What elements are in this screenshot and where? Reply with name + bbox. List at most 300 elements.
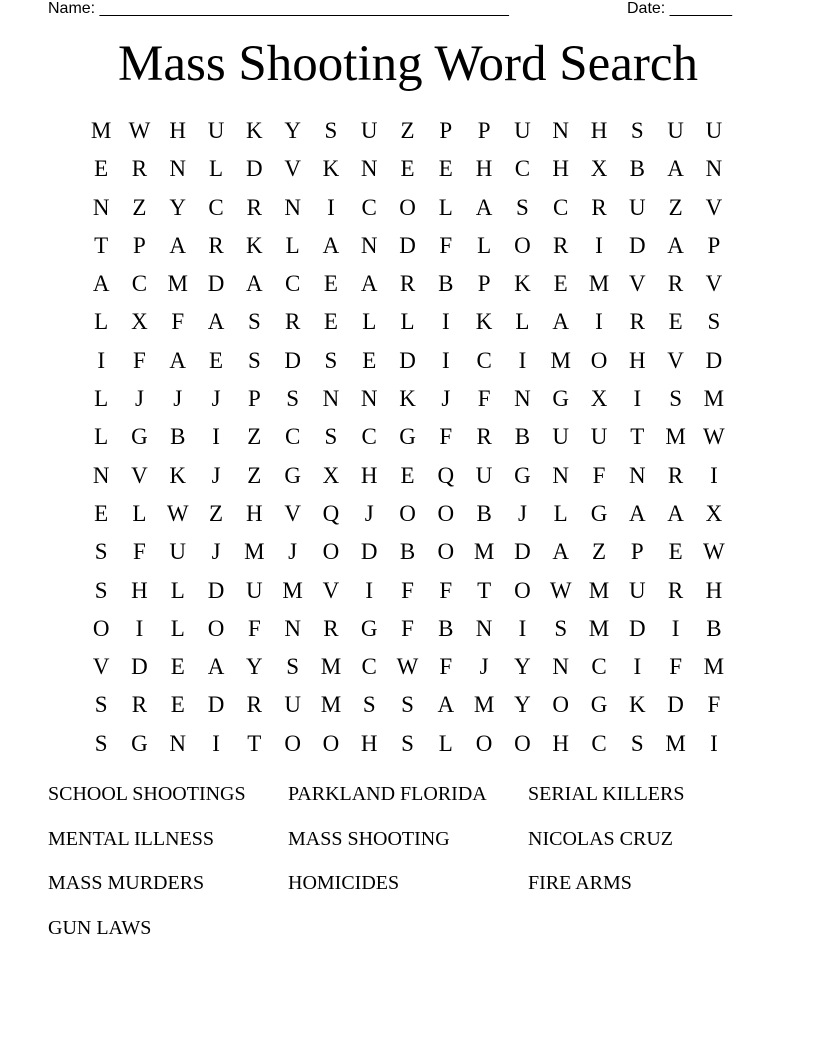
grid-cell[interactable]: O bbox=[475, 730, 493, 756]
grid-cell[interactable]: Y bbox=[169, 194, 187, 220]
grid-cell[interactable]: G bbox=[399, 424, 416, 450]
grid-cell[interactable]: W bbox=[166, 500, 189, 526]
grid-cell[interactable]: I bbox=[710, 462, 718, 488]
grid-cell[interactable]: N bbox=[552, 118, 570, 143]
grid-cell[interactable]: N bbox=[552, 654, 570, 680]
grid-cell[interactable]: I bbox=[518, 615, 527, 641]
grid-row bbox=[82, 572, 733, 610]
grid-cell[interactable]: I bbox=[710, 730, 718, 756]
grid-cell[interactable]: I bbox=[518, 347, 527, 373]
grid-cell[interactable]: L bbox=[170, 615, 185, 641]
grid-cell[interactable]: A bbox=[628, 500, 646, 526]
grid-cell[interactable]: K bbox=[322, 156, 340, 182]
grid-row bbox=[82, 418, 733, 456]
grid-cell[interactable]: F bbox=[133, 539, 146, 565]
grid-cell[interactable]: H bbox=[131, 577, 148, 603]
grid-cell[interactable]: Y bbox=[284, 118, 301, 143]
grid-cell[interactable]: U bbox=[284, 692, 301, 718]
grid-cell[interactable]: X bbox=[590, 156, 608, 182]
grid-cell[interactable]: J bbox=[211, 539, 221, 565]
grid-cell[interactable]: M bbox=[665, 730, 686, 756]
grid-cell[interactable]: F bbox=[247, 615, 261, 641]
grid-cell[interactable]: A bbox=[246, 271, 263, 297]
grid-cell[interactable]: F bbox=[401, 615, 414, 641]
grid-cell[interactable]: H bbox=[552, 156, 570, 182]
grid-cell[interactable]: L bbox=[553, 500, 568, 526]
grid-cell[interactable]: B bbox=[706, 615, 722, 641]
grid-cell[interactable]: A bbox=[360, 271, 378, 297]
grid-cell[interactable]: S bbox=[324, 118, 338, 143]
grid-cell[interactable]: P bbox=[477, 118, 491, 143]
grid-cell[interactable]: U bbox=[667, 118, 684, 143]
grid-cell[interactable]: A bbox=[169, 347, 187, 373]
grid-cell[interactable]: D bbox=[207, 577, 225, 603]
grid-cell[interactable]: C bbox=[514, 156, 531, 182]
grid-cell[interactable]: R bbox=[246, 194, 262, 220]
grid-cell[interactable]: A bbox=[552, 309, 570, 335]
grid-cell[interactable]: E bbox=[362, 347, 377, 373]
grid-cell[interactable]: X bbox=[705, 500, 723, 526]
grid-row bbox=[82, 189, 733, 227]
grid-cell[interactable]: S bbox=[630, 730, 644, 756]
grid-cell[interactable]: I bbox=[671, 615, 680, 641]
grid-cell[interactable]: J bbox=[479, 654, 489, 680]
grid-cell[interactable]: D bbox=[131, 654, 148, 680]
grid-cell[interactable]: F bbox=[439, 577, 453, 603]
grid-cell[interactable]: P bbox=[707, 232, 721, 258]
grid-cell[interactable]: R bbox=[553, 232, 569, 258]
grid-cell[interactable]: K bbox=[246, 232, 263, 258]
grid-cell[interactable]: R bbox=[131, 692, 148, 718]
grid-cell[interactable]: F bbox=[439, 232, 453, 258]
grid-cell[interactable]: V bbox=[322, 577, 340, 603]
grid-cell[interactable]: I bbox=[441, 309, 450, 335]
grid-cell[interactable]: C bbox=[591, 730, 607, 756]
grid-cell[interactable]: O bbox=[514, 577, 531, 603]
grid-cell[interactable]: I bbox=[97, 347, 105, 373]
grid-cell[interactable]: A bbox=[92, 271, 110, 297]
grid-cell[interactable]: B bbox=[476, 500, 492, 526]
grid-cell[interactable]: A bbox=[475, 194, 493, 220]
grid-cell[interactable]: G bbox=[360, 615, 378, 641]
grid-cell[interactable]: O bbox=[284, 730, 301, 756]
grid-cell[interactable]: R bbox=[208, 232, 224, 258]
grid-cell[interactable]: V bbox=[131, 462, 148, 488]
grid-cell[interactable]: T bbox=[94, 232, 109, 258]
grid-cell[interactable]: S bbox=[630, 118, 644, 143]
grid-cell[interactable]: N bbox=[360, 386, 378, 412]
grid-cell[interactable]: K bbox=[514, 271, 531, 297]
grid-cell[interactable]: O bbox=[437, 539, 455, 565]
grid-cell[interactable]: E bbox=[94, 500, 109, 526]
word-list-item: MASS MURDERS bbox=[48, 872, 205, 895]
grid-cell[interactable]: U bbox=[246, 577, 263, 603]
date-field-label: Date: _______ bbox=[627, 0, 732, 17]
grid-cell[interactable]: E bbox=[170, 692, 185, 718]
grid-cell[interactable]: F bbox=[439, 424, 453, 450]
grid-cell[interactable]: P bbox=[630, 539, 644, 565]
grid-cell[interactable]: E bbox=[553, 271, 568, 297]
grid-cell[interactable]: K bbox=[246, 118, 263, 143]
grid-cell[interactable]: E bbox=[668, 539, 683, 565]
grid-cell[interactable]: L bbox=[94, 386, 109, 412]
grid-cell[interactable]: G bbox=[590, 500, 608, 526]
grid-cell[interactable]: N bbox=[92, 462, 110, 488]
grid-cell[interactable]: E bbox=[323, 309, 338, 335]
grid-cell[interactable]: J bbox=[364, 500, 374, 526]
grid-cell[interactable]: H bbox=[360, 462, 378, 488]
grid-cell[interactable]: Q bbox=[322, 500, 340, 526]
grid-cell[interactable]: G bbox=[590, 692, 608, 718]
grid-cell[interactable]: H bbox=[705, 577, 723, 603]
grid-cell[interactable]: A bbox=[437, 692, 455, 718]
grid-cell[interactable]: N bbox=[360, 232, 378, 258]
grid-cell[interactable]: A bbox=[667, 156, 684, 182]
word-list-item: MASS SHOOTING bbox=[288, 827, 450, 850]
grid-cell[interactable]: V bbox=[628, 271, 646, 297]
grid-cell[interactable]: T bbox=[477, 577, 492, 603]
grid-cell[interactable]: M bbox=[588, 615, 610, 641]
grid-cell[interactable]: A bbox=[169, 232, 187, 258]
grid-cell[interactable]: I bbox=[135, 615, 144, 641]
grid-cell[interactable]: N bbox=[284, 615, 301, 641]
word-list-item: SERIAL KILLERS bbox=[528, 783, 685, 805]
grid-cell[interactable]: U bbox=[360, 118, 378, 143]
grid-cell[interactable]: R bbox=[323, 615, 339, 641]
grid-cell[interactable]: J bbox=[441, 386, 451, 412]
grid-cell[interactable]: N bbox=[169, 156, 187, 182]
grid-cell[interactable]: D bbox=[399, 232, 416, 258]
grid-cell[interactable]: S bbox=[94, 577, 108, 603]
grid-cell[interactable]: M bbox=[320, 692, 342, 718]
grid-cell[interactable]: M bbox=[588, 271, 610, 297]
grid-cell[interactable]: M bbox=[282, 577, 303, 603]
grid-cell[interactable]: H bbox=[360, 730, 378, 756]
grid-cell[interactable]: Z bbox=[591, 539, 607, 565]
grid-cell[interactable]: N bbox=[360, 156, 378, 182]
grid-cell[interactable]: K bbox=[628, 692, 646, 718]
grid-cell[interactable]: N bbox=[475, 615, 493, 641]
grid-cell[interactable]: M bbox=[703, 654, 725, 680]
grid-cell[interactable]: S bbox=[401, 692, 414, 718]
grid-cell[interactable]: S bbox=[707, 309, 721, 335]
grid-cell[interactable]: D bbox=[705, 347, 723, 373]
grid-cell[interactable]: O bbox=[322, 730, 340, 756]
grid-cell[interactable]: Z bbox=[247, 424, 262, 450]
grid-cell[interactable]: R bbox=[629, 309, 645, 335]
grid-cell[interactable]: W bbox=[396, 654, 419, 680]
grid-cell[interactable]: M bbox=[473, 539, 495, 565]
grid-cell[interactable]: J bbox=[211, 386, 221, 412]
grid-cell[interactable]: F bbox=[439, 654, 453, 680]
grid-cell[interactable]: P bbox=[133, 232, 146, 258]
grid-cell[interactable]: X bbox=[322, 462, 340, 488]
grid-cell[interactable]: S bbox=[362, 692, 376, 718]
grid-cell[interactable]: P bbox=[247, 386, 261, 412]
grid-cell[interactable]: L bbox=[515, 309, 530, 335]
grid-cell[interactable]: H bbox=[475, 156, 493, 182]
grid-cell[interactable]: S bbox=[94, 539, 108, 565]
grid-cell[interactable]: R bbox=[667, 577, 684, 603]
grid-cell[interactable]: G bbox=[131, 424, 148, 450]
grid-cell[interactable]: N bbox=[322, 386, 340, 412]
grid-cell[interactable]: T bbox=[247, 730, 262, 756]
grid-cell[interactable]: L bbox=[94, 424, 109, 450]
grid-cell[interactable]: Z bbox=[400, 118, 415, 143]
grid-cell[interactable]: W bbox=[703, 424, 725, 450]
grid-cell[interactable]: I bbox=[365, 577, 374, 603]
grid-cell[interactable]: A bbox=[667, 500, 684, 526]
grid-cell[interactable]: M bbox=[90, 118, 112, 143]
grid-cell[interactable]: M bbox=[588, 577, 610, 603]
grid-cell[interactable]: J bbox=[173, 386, 183, 412]
grid-cell[interactable]: L bbox=[438, 194, 453, 220]
grid-cell[interactable]: B bbox=[514, 424, 531, 450]
grid-cell[interactable]: E bbox=[400, 156, 415, 182]
grid-cell[interactable]: G bbox=[284, 462, 301, 488]
word-list-item: HOMICIDES bbox=[288, 872, 400, 895]
grid-cell[interactable]: R bbox=[399, 271, 416, 297]
grid-cell[interactable]: B bbox=[438, 271, 454, 297]
grid-cell[interactable]: U bbox=[552, 424, 570, 450]
grid-cell[interactable]: F bbox=[401, 577, 414, 603]
grid-cell[interactable]: G bbox=[131, 730, 148, 756]
grid-cell[interactable]: M bbox=[703, 386, 725, 412]
grid-cell[interactable]: U bbox=[514, 118, 531, 143]
grid-cell[interactable]: V bbox=[667, 347, 684, 373]
grid-cell[interactable]: O bbox=[399, 194, 416, 220]
grid-cell[interactable]: R bbox=[284, 309, 301, 335]
grid-cell[interactable]: O bbox=[207, 615, 225, 641]
grid-cell[interactable]: H bbox=[169, 118, 187, 143]
grid-cell[interactable]: B bbox=[438, 615, 454, 641]
grid-cell[interactable]: Y bbox=[514, 692, 531, 718]
grid-cell[interactable]: S bbox=[94, 730, 108, 756]
grid-cell[interactable]: I bbox=[595, 232, 603, 258]
grid-cell[interactable]: N bbox=[705, 156, 723, 182]
grid-cell[interactable]: L bbox=[438, 730, 453, 756]
grid-cell[interactable]: D bbox=[628, 232, 646, 258]
grid-cell[interactable]: L bbox=[477, 232, 492, 258]
grid-cell[interactable]: M bbox=[244, 539, 265, 565]
grid-cell[interactable]: J bbox=[517, 500, 527, 526]
grid-cell[interactable]: F bbox=[707, 692, 721, 718]
grid-cell[interactable]: U bbox=[590, 424, 608, 450]
grid-cell[interactable]: M bbox=[665, 424, 686, 450]
grid-cell[interactable]: J bbox=[134, 386, 144, 412]
grid-cell[interactable]: S bbox=[401, 730, 414, 756]
grid-cell[interactable]: W bbox=[703, 539, 725, 565]
grid-cell[interactable]: H bbox=[246, 500, 263, 526]
grid-cell[interactable]: U bbox=[475, 462, 493, 488]
grid-cell[interactable]: F bbox=[171, 309, 185, 335]
grid-cell[interactable]: S bbox=[516, 194, 529, 220]
grid-cell[interactable]: V bbox=[284, 156, 301, 182]
grid-cell[interactable]: O bbox=[590, 347, 608, 373]
grid-cell[interactable]: R bbox=[246, 692, 262, 718]
grid-cell[interactable]: C bbox=[361, 194, 377, 220]
grid-cell[interactable]: S bbox=[94, 692, 108, 718]
grid-cell[interactable]: V bbox=[705, 271, 723, 297]
grid-cell[interactable]: F bbox=[592, 462, 606, 488]
grid-cell[interactable]: W bbox=[128, 118, 151, 143]
grid-cell[interactable]: B bbox=[629, 156, 645, 182]
grid-cell[interactable]: I bbox=[327, 194, 335, 220]
grid-cell[interactable]: D bbox=[399, 347, 416, 373]
grid-cell[interactable]: C bbox=[208, 194, 224, 220]
grid-cell[interactable]: K bbox=[169, 462, 187, 488]
grid-cell[interactable]: P bbox=[439, 118, 453, 143]
grid-cell[interactable]: N bbox=[628, 462, 646, 488]
grid-cell[interactable]: C bbox=[553, 194, 569, 220]
grid-cell[interactable]: M bbox=[473, 692, 495, 718]
grid-cell[interactable]: J bbox=[211, 462, 221, 488]
grid-cell[interactable]: E bbox=[323, 271, 338, 297]
grid-cell[interactable]: N bbox=[514, 386, 531, 412]
grid-cell[interactable]: R bbox=[476, 424, 492, 450]
grid-cell[interactable]: H bbox=[590, 118, 608, 143]
grid-cell[interactable]: X bbox=[131, 309, 148, 335]
grid-cell[interactable]: A bbox=[207, 654, 225, 680]
grid-cell[interactable]: U bbox=[705, 118, 723, 143]
grid-cell[interactable]: D bbox=[284, 347, 301, 373]
grid-cell[interactable]: C bbox=[284, 271, 301, 297]
grid-cell[interactable]: Z bbox=[209, 500, 224, 526]
grid-cell[interactable]: S bbox=[669, 386, 682, 412]
grid-cell[interactable]: C bbox=[284, 424, 301, 450]
grid-cell[interactable]: R bbox=[131, 156, 148, 182]
grid-cell[interactable]: S bbox=[247, 347, 261, 373]
grid-cell[interactable]: M bbox=[167, 271, 188, 297]
grid-cell[interactable]: S bbox=[554, 615, 568, 641]
grid-cell[interactable]: D bbox=[360, 539, 378, 565]
grid-cell[interactable]: E bbox=[209, 347, 224, 373]
grid-cell[interactable]: U bbox=[628, 577, 646, 603]
grid-cell[interactable]: L bbox=[362, 309, 377, 335]
grid-cell[interactable]: Y bbox=[246, 654, 263, 680]
grid-cell[interactable]: O bbox=[399, 500, 416, 526]
grid-cell[interactable]: I bbox=[633, 654, 642, 680]
grid-cell[interactable]: N bbox=[284, 194, 301, 220]
grid-cell[interactable]: L bbox=[400, 309, 415, 335]
grid-cell[interactable]: O bbox=[514, 730, 531, 756]
grid-cell[interactable]: B bbox=[170, 424, 186, 450]
grid-cell[interactable]: C bbox=[361, 654, 377, 680]
word-list-item: MENTAL ILLNESS bbox=[48, 827, 214, 850]
grid-cell[interactable]: S bbox=[324, 424, 338, 450]
grid-cell[interactable]: D bbox=[514, 539, 531, 565]
grid-cell[interactable]: D bbox=[628, 615, 646, 641]
grid-cell[interactable]: Z bbox=[668, 194, 683, 220]
grid-cell[interactable]: D bbox=[246, 156, 263, 182]
grid-cell[interactable]: E bbox=[438, 156, 453, 182]
grid-cell[interactable]: M bbox=[550, 347, 571, 373]
grid-cell[interactable]: Y bbox=[514, 654, 531, 680]
grid-cell[interactable]: C bbox=[591, 654, 607, 680]
grid-cell[interactable]: E bbox=[668, 309, 683, 335]
grid-cell[interactable]: L bbox=[170, 577, 185, 603]
grid-cell[interactable]: M bbox=[320, 654, 342, 680]
grid-cell[interactable]: F bbox=[669, 654, 682, 680]
grid-cell[interactable]: J bbox=[288, 539, 298, 565]
grid-cell[interactable]: S bbox=[286, 386, 300, 412]
grid-cell[interactable]: S bbox=[247, 309, 261, 335]
grid-cell[interactable]: V bbox=[92, 654, 110, 680]
grid-cell[interactable]: I bbox=[441, 347, 450, 373]
grid-cell[interactable]: U bbox=[169, 539, 187, 565]
grid-cell[interactable]: A bbox=[207, 309, 225, 335]
grid-cell[interactable]: N bbox=[169, 730, 187, 756]
grid-cell[interactable]: Z bbox=[132, 194, 147, 220]
grid-cell[interactable]: F bbox=[133, 347, 146, 373]
grid-cell[interactable]: O bbox=[92, 615, 110, 641]
grid-cell[interactable]: L bbox=[94, 309, 109, 335]
grid-cell[interactable]: N bbox=[92, 194, 110, 220]
grid-cell[interactable]: R bbox=[667, 271, 684, 297]
grid-cell[interactable]: X bbox=[590, 386, 608, 412]
grid-cell[interactable]: I bbox=[212, 730, 220, 756]
grid-cell[interactable]: G bbox=[552, 386, 570, 412]
grid-cell[interactable]: Z bbox=[247, 462, 262, 488]
grid-cell[interactable]: C bbox=[131, 271, 148, 297]
grid-cell[interactable]: L bbox=[132, 500, 147, 526]
grid-cell[interactable]: F bbox=[477, 386, 491, 412]
grid-cell[interactable]: H bbox=[628, 347, 646, 373]
grid-cell[interactable]: O bbox=[437, 500, 455, 526]
grid-cell[interactable]: D bbox=[207, 692, 225, 718]
grid-cell[interactable]: R bbox=[591, 194, 607, 220]
grid-cell[interactable]: C bbox=[476, 347, 492, 373]
grid-cell[interactable]: L bbox=[209, 156, 224, 182]
grid-cell[interactable]: O bbox=[322, 539, 340, 565]
grid-cell[interactable]: Q bbox=[437, 462, 455, 488]
grid-cell[interactable]: O bbox=[514, 232, 531, 258]
grid-row bbox=[82, 150, 733, 188]
grid-cell[interactable]: K bbox=[399, 386, 416, 412]
grid-cell[interactable]: G bbox=[514, 462, 531, 488]
grid-cell[interactable]: U bbox=[207, 118, 225, 143]
grid-cell[interactable]: W bbox=[549, 577, 572, 603]
grid-cell[interactable]: U bbox=[628, 194, 646, 220]
grid-cell[interactable]: T bbox=[630, 424, 645, 450]
grid-cell[interactable]: S bbox=[286, 654, 300, 680]
grid-cell[interactable]: S bbox=[324, 347, 338, 373]
grid-cell[interactable]: H bbox=[552, 730, 570, 756]
grid-cell[interactable]: A bbox=[552, 539, 570, 565]
grid-cell[interactable]: N bbox=[552, 462, 570, 488]
grid-cell[interactable]: E bbox=[400, 462, 415, 488]
grid-cell[interactable]: I bbox=[633, 386, 642, 412]
grid-cell[interactable]: L bbox=[285, 232, 300, 258]
grid-cell[interactable]: P bbox=[477, 271, 491, 297]
grid-cell[interactable]: V bbox=[284, 500, 301, 526]
grid-cell[interactable]: O bbox=[552, 692, 570, 718]
grid-cell[interactable]: A bbox=[322, 232, 340, 258]
grid-cell[interactable]: D bbox=[667, 692, 684, 718]
grid-cell[interactable]: C bbox=[361, 424, 377, 450]
word-list-item: SCHOOL SHOOTINGS bbox=[48, 783, 246, 805]
grid-cell[interactable]: I bbox=[595, 309, 603, 335]
grid-cell[interactable]: I bbox=[212, 424, 220, 450]
grid-cell[interactable]: B bbox=[399, 539, 416, 565]
grid-cell[interactable]: D bbox=[207, 271, 225, 297]
grid-cell[interactable]: R bbox=[667, 462, 684, 488]
grid-cell[interactable]: V bbox=[705, 194, 723, 220]
grid-cell[interactable]: E bbox=[170, 654, 185, 680]
grid-cell[interactable]: A bbox=[667, 232, 684, 258]
grid-cell[interactable]: K bbox=[475, 309, 493, 335]
grid-cell[interactable]: E bbox=[94, 156, 109, 182]
